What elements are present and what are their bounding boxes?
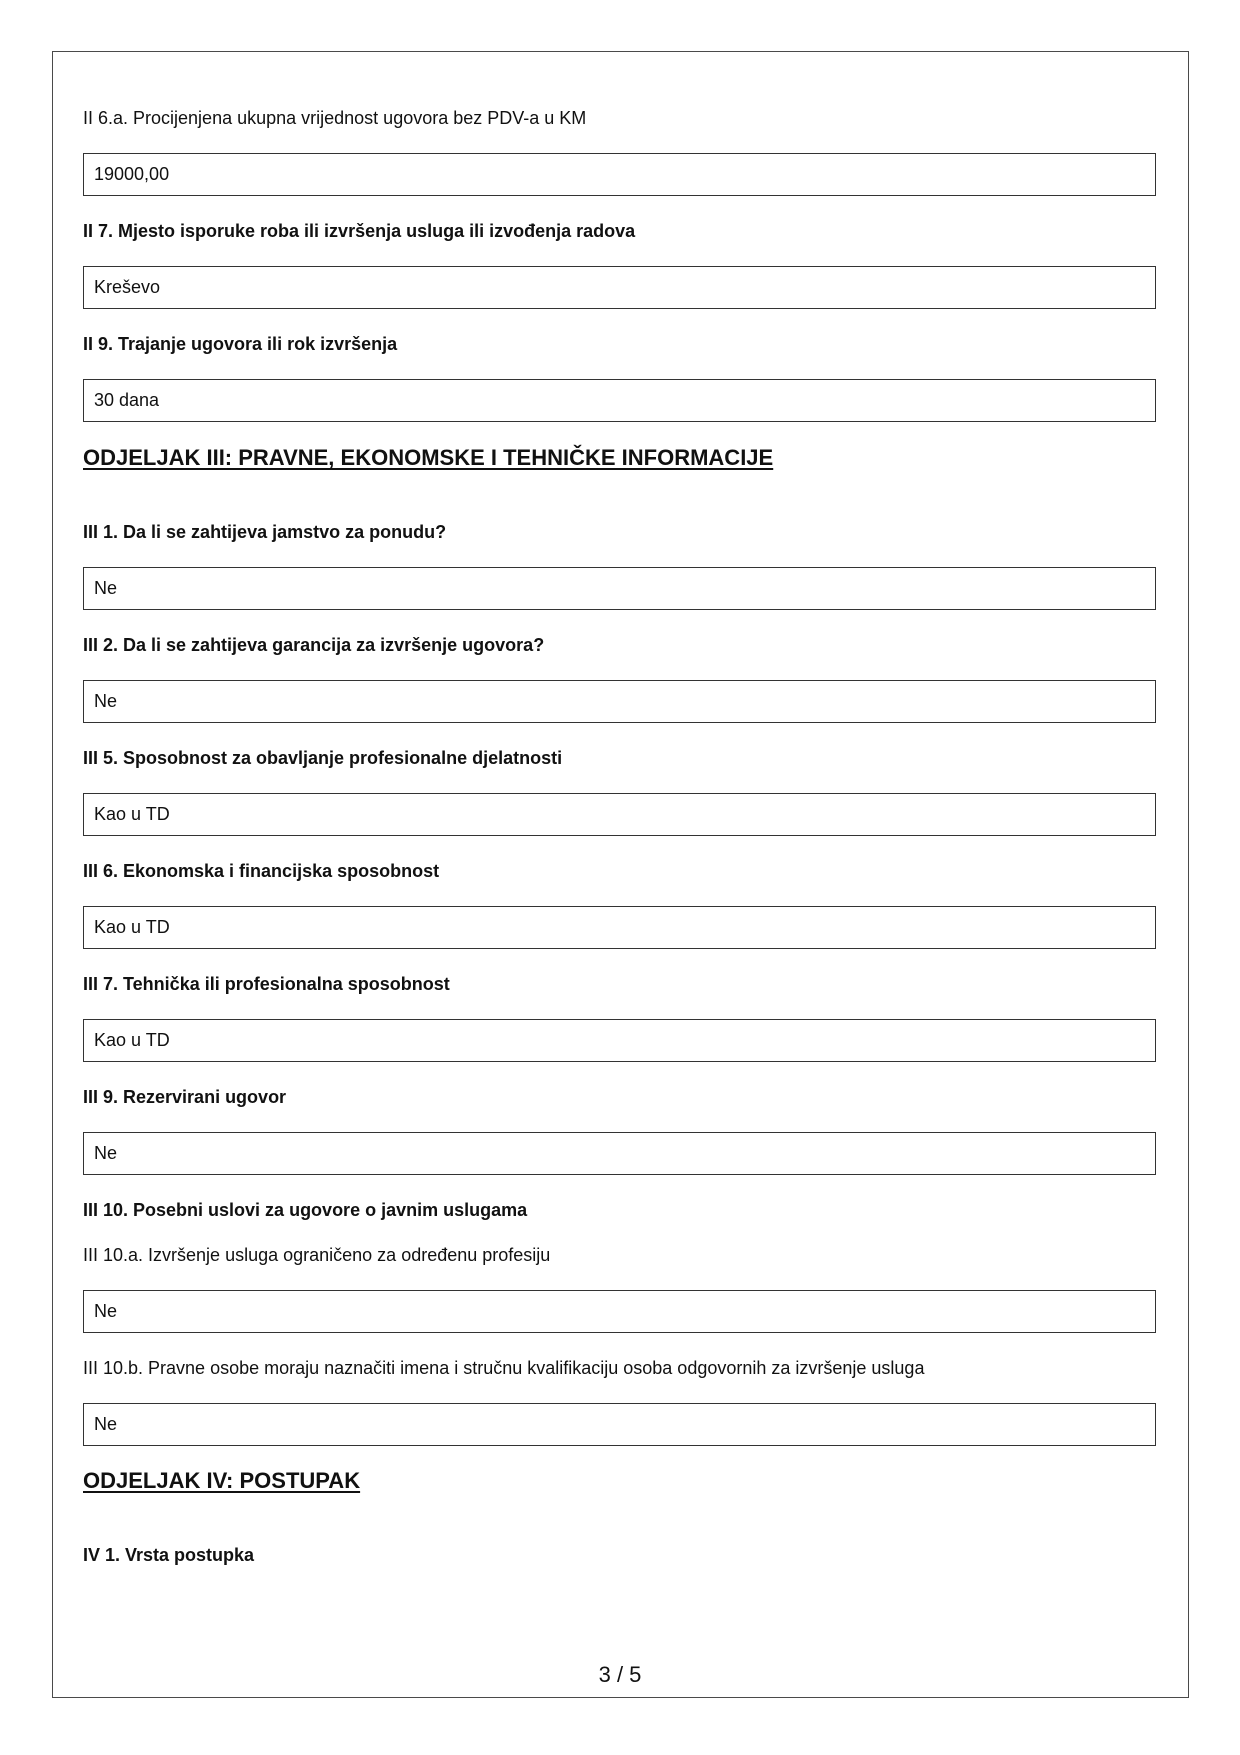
field-value-iii-1: Ne <box>83 567 1156 610</box>
section-title-iv: ODJELJAK IV: POSTUPAK <box>83 1468 361 1493</box>
field-label-iii-10a: III 10.a. Izvršenje usluga ograničeno za određenu profesiju <box>83 1245 551 1265</box>
field-value-iii-10a: Ne <box>83 1290 1156 1333</box>
section-title-iii: ODJELJAK III: PRAVNE, EKONOMSKE I TEHNIČKE INFORMACIJE <box>83 445 774 470</box>
field-label-iii-6: III 6. Ekonomska i financijska sposobnost <box>83 861 440 881</box>
field-label-ii-9: II 9. Trajanje ugovora ili rok izvršenja <box>83 334 398 354</box>
field-label-ii-7: II 7. Mjesto isporuke roba ili izvršenja usluga ili izvođenja radova <box>83 221 636 241</box>
field-label-iii-10b: III 10.b. Pravne osobe moraju naznačiti imena i stručnu kvalifikaciju osoba odgovornih za izvršenje usluga <box>83 1358 925 1378</box>
field-value-iii-6: Kao u TD <box>83 906 1156 949</box>
field-label-iii-5: III 5. Sposobnost za obavljanje profesionalne djelatnosti <box>83 748 563 768</box>
page-number: 3 / 5 <box>598 1662 642 1687</box>
field-value-iii-2: Ne <box>83 680 1156 723</box>
field-label-iii-2: III 2. Da li se zahtijeva garancija za izvršenje ugovora? <box>83 635 545 655</box>
field-label-iii-7: III 7. Tehnička ili profesionalna sposobnost <box>83 974 450 994</box>
field-label-iii-9: III 9. Rezervirani ugovor <box>83 1087 287 1107</box>
field-value-iii-10b: Ne <box>83 1403 1156 1446</box>
field-label-ii-6a: II 6.a. Procijenjena ukupna vrijednost ugovora bez PDV-a u KM <box>83 108 587 128</box>
field-value-ii-9: 30 dana <box>83 379 1156 422</box>
field-value-ii-6a: 19000,00 <box>83 153 1156 196</box>
field-value-ii-7: Kreševo <box>83 266 1156 309</box>
field-value-iii-7: Kao u TD <box>83 1019 1156 1062</box>
field-value-iii-9: Ne <box>83 1132 1156 1175</box>
field-group-heading-iii-10: III 10. Posebni uslovi za ugovore o javnim uslugama <box>83 1200 528 1220</box>
field-label-iv-1: IV 1. Vrsta postupka <box>83 1545 255 1565</box>
field-label-iii-1: III 1. Da li se zahtijeva jamstvo za ponudu? <box>83 522 447 542</box>
field-value-iii-5: Kao u TD <box>83 793 1156 836</box>
